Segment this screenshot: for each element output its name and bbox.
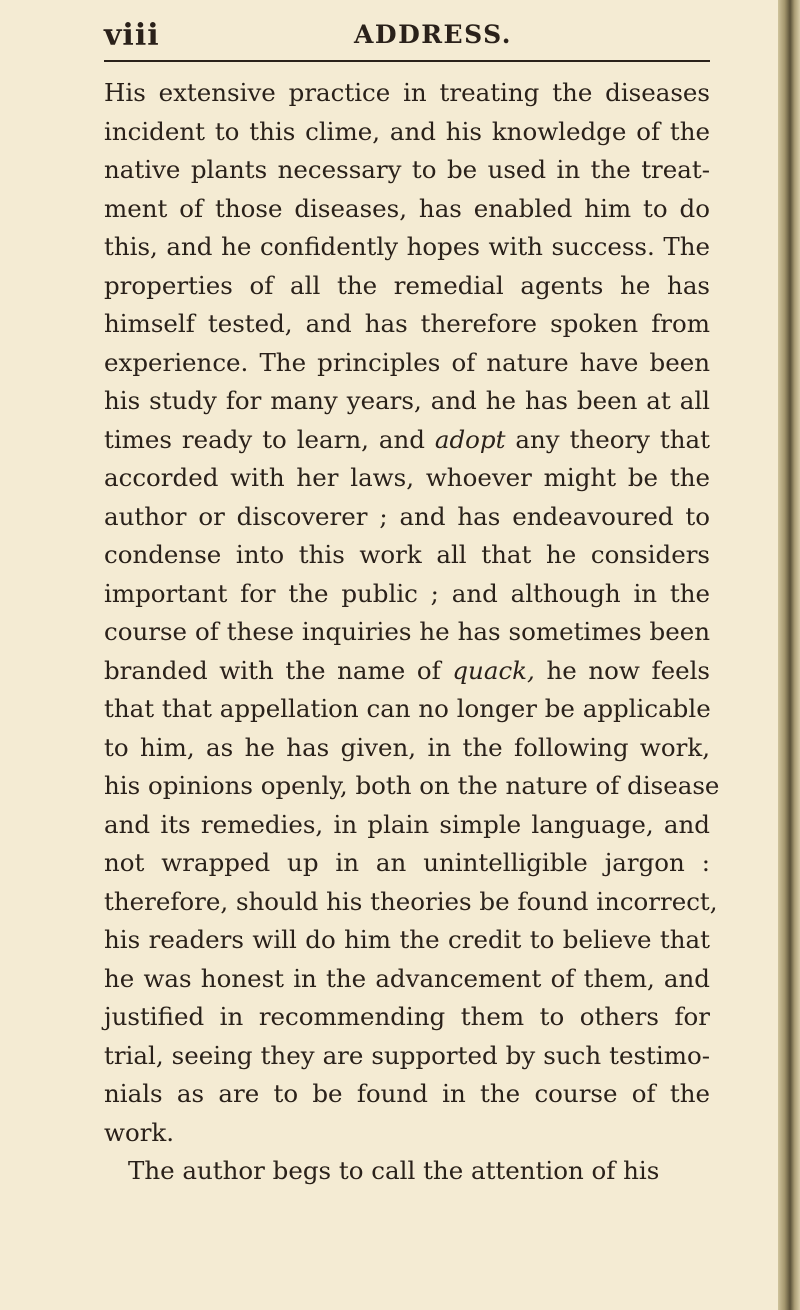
text-line	[104, 652, 710, 691]
text-line: therefore, should his theories be found incorrect,	[104, 886, 718, 916]
text-run: times ready to learn, and	[104, 424, 435, 454]
running-head: ADDRESS.	[354, 20, 512, 49]
text-line: his opinions openly, both on the nature of disease	[104, 771, 720, 800]
paragraph	[104, 74, 720, 1152]
text-run: branded with the name of	[104, 655, 453, 685]
text-line: nials as are to be found in the course of the	[104, 1079, 710, 1108]
page-number: viii	[104, 18, 160, 53]
text-line: not wrapped up in an unintelligible jargon :	[104, 848, 710, 877]
paragraph	[104, 1152, 710, 1191]
header-rule	[104, 60, 710, 62]
text-line: incident to this clime, and his knowledge of the	[104, 116, 710, 146]
text-line: author or discoverer ; and has endeavoured to	[104, 501, 710, 531]
text-line: to him, as he has given, in the following work,	[104, 732, 710, 762]
page-edge	[778, 0, 800, 1310]
text-line: that that appellation can no longer be applicable	[104, 694, 711, 723]
body-text	[104, 74, 720, 1191]
text-run: any theory that	[505, 424, 711, 454]
text-line: His extensive practice in treating the diseases	[104, 78, 710, 107]
italic-word: adopt	[434, 424, 506, 454]
text-line: his study for many years, and he has been at all	[104, 386, 710, 415]
text-run: he now feels	[534, 655, 711, 685]
page-header	[104, 12, 710, 56]
text-line: native plants necessary to be used in the treat-	[104, 155, 710, 184]
text-line: accorded with her laws, whoever might be the	[104, 463, 710, 492]
text-line: important for the public ; and although in the	[104, 578, 710, 608]
text-line: ment of those diseases, has enabled him to do	[104, 193, 710, 223]
text-line: experience. The principles of nature have been	[104, 347, 710, 377]
text-line: and its remedies, in plain simple language, and	[104, 809, 710, 839]
text-line: course of these inquiries he has sometimes been	[104, 617, 710, 646]
text-line: he was honest in the advancement of them, and	[104, 963, 710, 993]
text-line	[104, 421, 710, 460]
italic-word: quack,	[452, 655, 535, 685]
text-line: this, and he confidently hopes with success. The	[104, 232, 710, 261]
text-line: properties of all the remedial agents he has	[104, 270, 710, 300]
text-line: justified in recommending them to others for	[104, 1002, 710, 1031]
text-line: condense into this work all that he considers	[104, 540, 710, 569]
text-line: his readers will do him the credit to believe that	[104, 925, 710, 954]
text-line: work.	[104, 1117, 175, 1147]
text-line: trial, seeing they are supported by such testimo-	[104, 1040, 710, 1070]
text-line: himself tested, and has therefore spoken from	[104, 309, 710, 338]
text-line: The author begs to call the attention of his	[128, 1156, 660, 1185]
